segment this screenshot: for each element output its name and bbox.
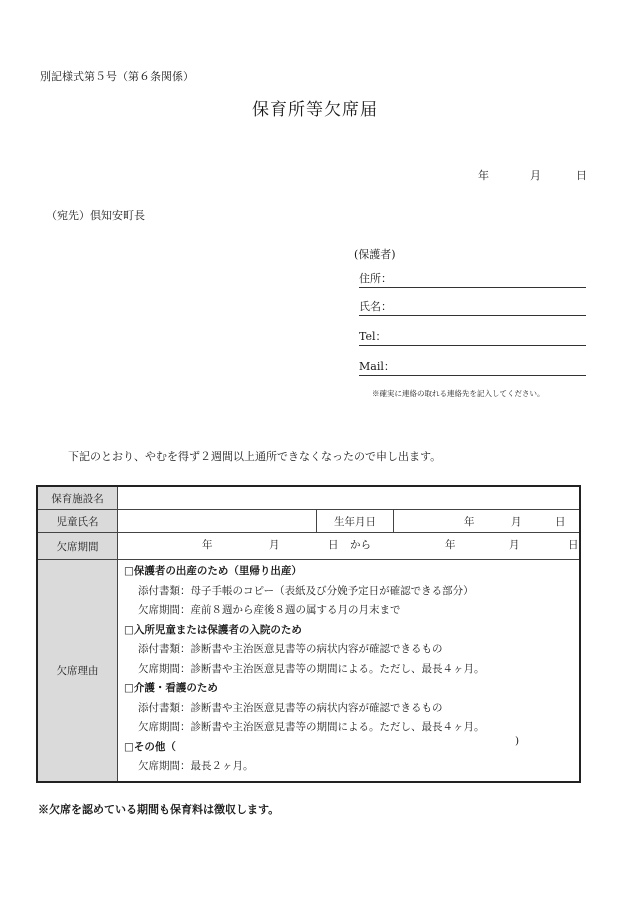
contact-note: ※確実に連絡の取れる連絡先を記入してください。 <box>372 389 545 398</box>
to-day-label: 日 <box>568 539 579 551</box>
tel-label: Tel： <box>359 330 387 343</box>
date-day-label: 日 <box>576 169 587 182</box>
guardian-heading: (保護者) <box>354 248 396 261</box>
facility-row <box>37 486 580 510</box>
from-month-label: 月 <box>269 539 280 551</box>
child-name-input[interactable] <box>118 510 317 533</box>
to-year-label: 年 <box>445 539 456 551</box>
reason-checkbox-item[interactable]: □その他（ <box>124 740 176 753</box>
date-month-label: 月 <box>530 169 541 182</box>
reason-detail-line: 欠席期間：最長２ヶ月。 <box>138 760 254 772</box>
facility-label: 保育施設名 <box>37 486 118 510</box>
name-label: 氏名： <box>359 300 392 313</box>
birthdate-input[interactable] <box>394 510 581 533</box>
birth-day-label: 日 <box>555 516 566 528</box>
from-day-label: 日 <box>328 539 339 551</box>
absence-form-table <box>36 485 581 783</box>
reason-detail-line: 添付書類：診断書や主治医意見書等の病状内容が確認できるもの <box>138 701 443 714</box>
reason-label: 欠席理由 <box>37 560 118 782</box>
reason-checkbox-item[interactable]: □保護者の出産のため（里帰り出産） <box>124 565 302 577</box>
reason-detail-line: 欠席期間：診断書や主治医意見書等の期間による。ただし、最長４ヶ月。 <box>138 662 485 675</box>
mail-label: Mail： <box>359 360 395 373</box>
intro-text: 下記のとおり、やむを得ず２週間以上通所できなくなったので申し出ます。 <box>68 450 442 463</box>
guardian-name-field[interactable] <box>359 299 586 316</box>
reason-list <box>124 562 573 777</box>
other-close-paren: ) <box>515 735 520 747</box>
period-label: 欠席期間 <box>37 533 118 560</box>
from-year-label: 年 <box>202 539 213 551</box>
reason-options <box>118 560 581 782</box>
birthdate-label: 生年月日 <box>317 510 394 533</box>
period-row <box>37 533 580 560</box>
reason-detail-line: 欠席期間：診断書や主治医意見書等の期間による。ただし、最長４ヶ月。 <box>138 721 485 733</box>
date-year-label: 年 <box>478 169 489 182</box>
child-row <box>37 510 580 533</box>
reason-checkbox-item[interactable]: □入所児童または保護者の入院のため <box>124 623 302 636</box>
birth-year-label: 年 <box>464 516 475 528</box>
period-input[interactable] <box>118 533 581 560</box>
child-label: 児童氏名 <box>37 510 118 533</box>
fee-footnote: ※欠席を認めている期間も保育料は徴収します。 <box>38 803 280 816</box>
guardian-mail-field[interactable] <box>359 359 586 376</box>
reason-checkbox-item[interactable]: □介護・看護のため <box>124 682 218 694</box>
address-label: 住所： <box>359 272 392 285</box>
guardian-address-field[interactable] <box>359 271 586 288</box>
facility-input[interactable] <box>118 486 581 510</box>
guardian-tel-field[interactable] <box>359 329 586 346</box>
from-text: から <box>350 539 371 551</box>
birth-month-label: 月 <box>511 516 522 528</box>
reason-row <box>37 560 580 782</box>
addressee: （宛先）倶知安町長 <box>46 209 145 222</box>
form-number-label: 別記様式第５号（第６条関係） <box>40 70 194 83</box>
to-month-label: 月 <box>509 539 520 551</box>
page-title: 保育所等欠席届 <box>252 100 378 120</box>
reason-detail-line: 欠席期間：産前８週から産後８週の属する月の月末まで <box>138 604 401 616</box>
reason-detail-line: 添付書類：母子手帳のコピー（表紙及び分娩予定日が確認できる部分） <box>138 584 474 597</box>
reason-detail-line: 添付書類：診断書や主治医意見書等の病状内容が確認できるもの <box>138 643 443 655</box>
